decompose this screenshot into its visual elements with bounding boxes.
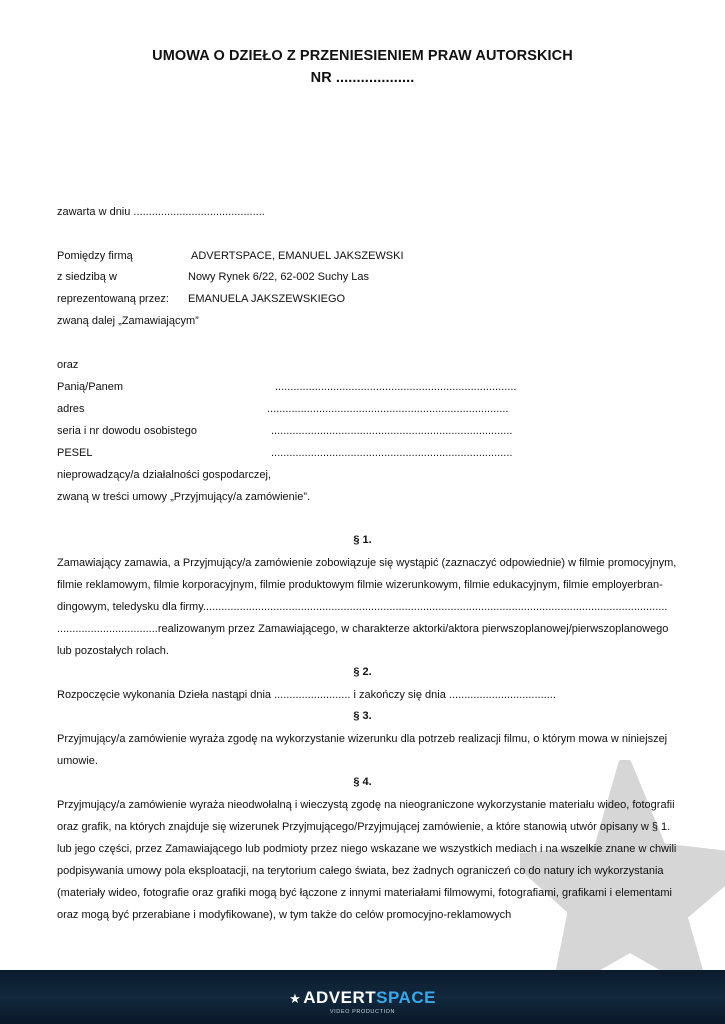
section-2-heading: § 2. <box>353 666 372 678</box>
section-1-heading: § 1. <box>353 534 372 546</box>
party2-seria-label: seria i nr dowodu osobistego <box>57 425 198 437</box>
logo-space: SPACE <box>376 988 436 1007</box>
section-1-text: Zamawiający zamawia, a Przyjmujący/a zamówienie zobowiązuje się wystąpić (zaznaczyć odpowiednie) w filmie promocyjnym, filmie reklamowym, filmie korporacyjnym, filmie produktowym filmie wizerunkowym, filmie edukacyjnym, filmie employerbran-dingowym, teledysku dla firmy........................................................................................................................................................ .................................realizowanym przez Zamawiającego, w charakterze aktorki/aktora pierwszoplanowej/pierwszoplanowego lub pozostałych rolach. <box>57 557 677 657</box>
document-title: UMOWA O DZIEŁO Z PRZENIESIENIEM PRAW AUTORSKICH <box>152 48 573 64</box>
section-2-text: Rozpoczęcie wykonania Dzieła nastąpi dnia ......................... i zakończy się dnia ................................... <box>57 689 556 701</box>
party2-nieprow: nieprowadzący/a działalności gospodarczej, <box>57 469 272 481</box>
contract-date: zawarta w dniu ........................................... <box>57 206 265 218</box>
party2-adres-value: ............................................................................... <box>267 403 509 415</box>
section-3-text: Przyjmujący/a zamówienie wyraża zgodę na wykorzystanie wizerunku dla potrzeb realizacji filmu, o którym mowa w niniejszej umowie. <box>57 733 668 767</box>
party1-firma-label: Pomiędzy firmą <box>57 250 133 262</box>
advertspace-logo <box>0 988 725 1008</box>
logo-advert: ADVERT <box>303 988 377 1007</box>
section-4-heading: § 4. <box>353 776 372 788</box>
party2-zwana: zwaną w treści umowy „Przyjmujący/a zamówienie”. <box>57 491 311 503</box>
logo-star-icon: ★ <box>289 991 302 1006</box>
document-number: NR ................... <box>310 70 415 86</box>
party2-adres-label: adres <box>57 403 85 415</box>
logo-subtitle: VIDEO PRODUCTION <box>329 1009 396 1015</box>
footer-bar <box>0 970 725 1024</box>
party2-pesel-label: PESEL <box>57 447 93 459</box>
party2-seria-value: ............................................................................... <box>271 425 513 437</box>
party1-siedziba-value: Nowy Rynek 6/22, 62-002 Suchy Las <box>188 271 369 283</box>
party1-repr-value: EMANUELA JAKSZEWSKIEGO <box>188 293 346 305</box>
party2-oraz: oraz <box>57 359 79 371</box>
section-4-text: Przyjmujący/a zamówienie wyraża nieodwołalną i wieczystą zgodę na nieograniczone wykorzystanie materiału wideo, fotografii oraz grafik, na których znajduje się wizerunek Przyjmującego/Przyjmującej zamówienie, a które stanowią utwór opisany w § 1. lub jego części, przez Zamawiającego lub podmioty przez niego wskazane we wszystkich mediach i na wszelkie znane w chwili podpisywania umowy pola eksploatacji, na terytorium całego świata, bez żadnych ograniczeń co do natury ich wykorzystania (materiały wideo, fotografie oraz grafiki mogą być łączone z innymi materiałami filmowymi, fotografiami, grafikami i elementami oraz mogą być przerabiane i modyfikowane), w tym także do celów promocyjno-reklamowych <box>57 799 677 921</box>
party2-pani-label: Panią/Panem <box>57 381 124 393</box>
party1-repr-label: reprezentowaną przez: <box>57 293 169 305</box>
section-3-heading: § 3. <box>353 710 372 722</box>
party1-zwana: zwaną dalej „Zamawiającym” <box>57 315 199 327</box>
party1-siedziba-label: z siedzibą w <box>57 271 117 283</box>
party1-firma-value: ADVERTSPACE, EMANUEL JAKSZEWSKI <box>191 250 404 262</box>
party2-pani-value: ............................................................................... <box>275 381 517 393</box>
party2-pesel-value: ............................................................................... <box>271 447 513 459</box>
